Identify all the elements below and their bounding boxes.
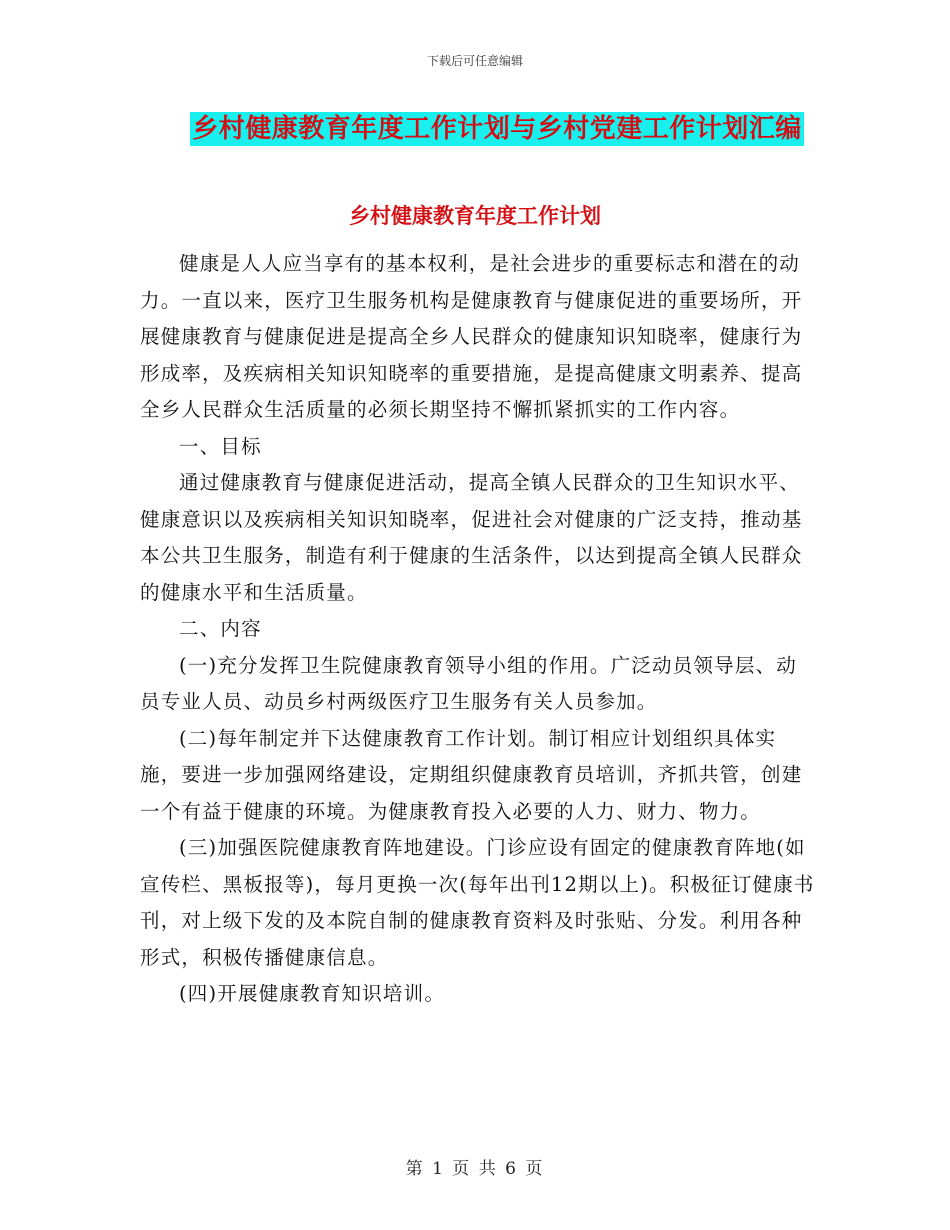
page-footer: 第 1 页 共 6 页	[405, 1159, 545, 1179]
section-title: 乡村健康教育年度工作计划	[349, 204, 601, 228]
document-title: 乡村健康教育年度工作计划与乡村党建工作计划汇编	[192, 114, 802, 144]
body-text	[140, 246, 816, 1013]
paragraph-item-4: (四)开展健康教育知识培训。	[179, 982, 446, 1005]
paragraph-item-1: (一)充分发挥卫生院健康教育领导小组的作用。广泛动员领导层、动员专业人员、动员乡村两级医疗卫生服务有关人员参加。	[140, 653, 797, 713]
paragraph-intro: 健康是人人应当享有的基本权利，是社会进步的重要标志和潜在的动力。一直以来，医疗卫生服务机构是健康教育与健康促进的重要场所，开展健康教育与健康促进是提高全乡人民群众的健康知识知晓率，健康行为形成率，及疾病相关知识知晓率的重要措施，是提高健康文明素养、提高全乡人民群众生活质量的必须长期坚持不懈抓紧抓实的工作内容。	[140, 252, 803, 421]
heading-goals: 一、目标	[179, 434, 262, 458]
heading-content: 二、内容	[179, 617, 262, 640]
doc-title-wrap	[0, 112, 950, 146]
paragraph-goals: 通过健康教育与健康促进活动，提高全镇人民群众的卫生知识水平、健康意识以及疾病相关知识知晓率，促进社会对健康的广泛支持，推动基本公共卫生服务，制造有利于健康的生活条件，以达到提高全镇人民群众的健康水平和生活质量。	[140, 471, 803, 604]
paragraph-item-3: (三)加强医院健康教育阵地建设。门诊应设有固定的健康教育阵地(如宣传栏、黑板报等)，每月更换一次(每年出刊12期以上)。积极征订健康书刊，对上级下发的及本院自制的健康教育资料及时张贴、分发。利用各种形式，积极传播健康信息。	[140, 836, 815, 969]
header-note: 下载后可任意编辑	[426, 54, 523, 68]
paragraph-item-2: (二)每年制定并下达健康教育工作计划。制订相应计划组织具体实施，要进一步加强网络建设，定期组织健康教育员培训，齐抓共管，创建一个有益于健康的环境。为健康教育投入必要的人力、财力、物力。	[140, 726, 803, 823]
